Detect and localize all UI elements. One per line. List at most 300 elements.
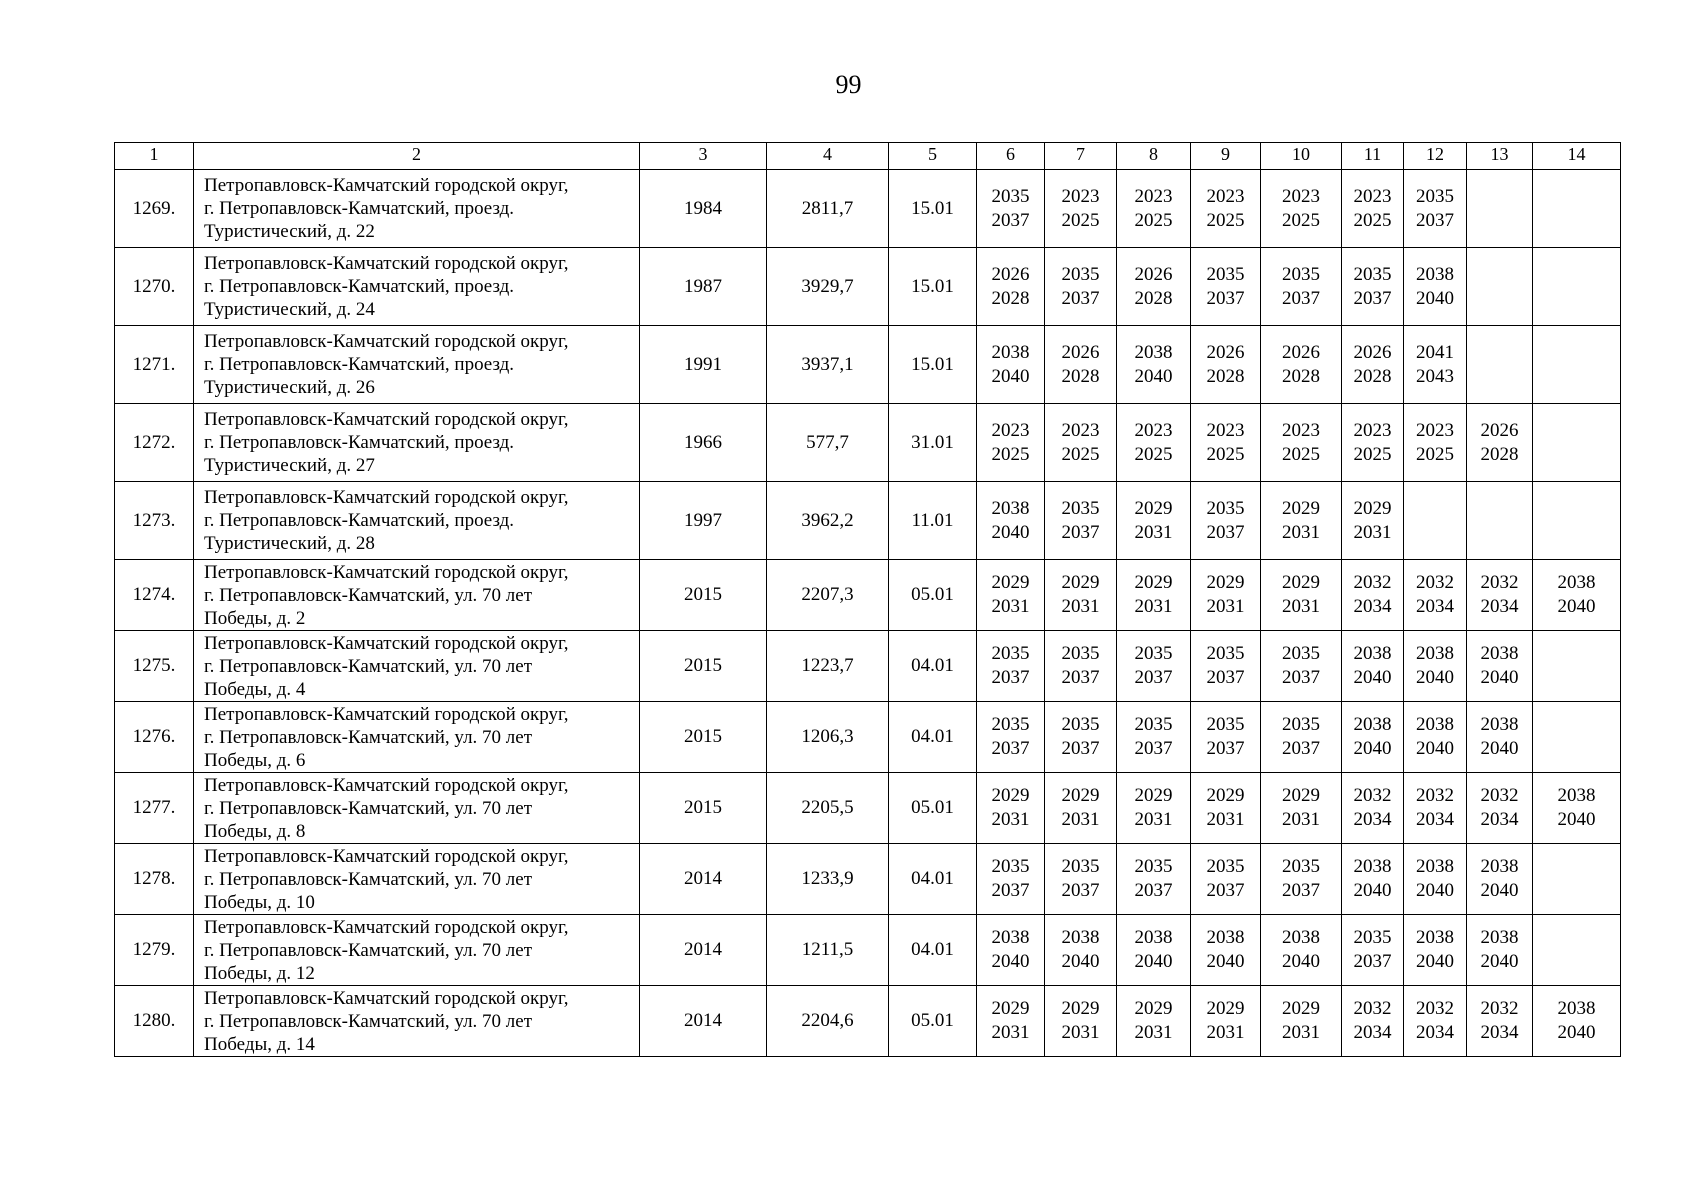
year-built: 1984 <box>640 170 767 248</box>
row-number: 1279. <box>115 915 194 986</box>
table-row <box>115 702 1621 773</box>
period-start: 2035 <box>991 856 1030 877</box>
period-cell <box>1045 326 1117 404</box>
period-end: 2037 <box>1061 667 1100 688</box>
period-end: 2037 <box>1061 880 1100 901</box>
period-cell <box>1342 631 1404 702</box>
period-end: 2037 <box>1416 209 1454 231</box>
period-start: 2038 <box>991 497 1030 519</box>
period-cell <box>1404 326 1467 404</box>
address-line: г. Петропавловск-Камчатский, ул. 70 лет <box>204 797 533 819</box>
period-cell <box>1467 170 1533 248</box>
period-end: 2034 <box>1480 1022 1519 1043</box>
address-cell <box>194 248 640 326</box>
date-code: 05.01 <box>889 986 977 1057</box>
date-code: 04.01 <box>889 631 977 702</box>
period-start: 2023 <box>1353 185 1392 207</box>
period-start: 2023 <box>1282 185 1320 207</box>
period-end: 2037 <box>1206 667 1245 688</box>
period-end: 2028 <box>1282 365 1320 387</box>
period-end: 2034 <box>1480 809 1519 830</box>
year-built: 2015 <box>640 702 767 773</box>
area-value: 2204,6 <box>767 986 889 1057</box>
period-start: 2038 <box>1416 643 1454 664</box>
area-value: 3962,2 <box>767 482 889 560</box>
period-start: 2029 <box>1206 572 1245 593</box>
period-start: 2029 <box>1134 497 1173 519</box>
column-header-13: 13 <box>1467 143 1533 170</box>
period-start: 2035 <box>1282 643 1320 664</box>
period-start: 2035 <box>1282 263 1320 285</box>
table-row <box>115 915 1621 986</box>
period-cell <box>1467 915 1533 986</box>
date-code: 05.01 <box>889 560 977 631</box>
row-number: 1280. <box>115 986 194 1057</box>
period-cell <box>977 773 1045 844</box>
table-row <box>115 773 1621 844</box>
period-start: 2035 <box>1282 714 1320 735</box>
period-end: 2028 <box>1480 443 1519 465</box>
period-cell <box>1404 702 1467 773</box>
address-cell <box>194 631 640 702</box>
period-end: 2025 <box>1134 209 1173 231</box>
address-line: Туристический, д. 26 <box>204 377 375 398</box>
period-end: 2037 <box>1282 880 1320 901</box>
period-cell <box>977 631 1045 702</box>
period-end: 2040 <box>1206 951 1245 972</box>
period-end: 2037 <box>991 880 1030 901</box>
address-cell <box>194 482 640 560</box>
address-cell <box>194 702 640 773</box>
row-number: 1275. <box>115 631 194 702</box>
period-start: 2035 <box>1353 927 1392 948</box>
column-header-4: 4 <box>767 143 889 170</box>
table-row <box>115 844 1621 915</box>
period-end: 2031 <box>1282 809 1320 830</box>
period-start: 2023 <box>1134 419 1173 441</box>
period-start: 2029 <box>991 998 1030 1019</box>
address-line: Петропавловск-Камчатский городской округ, <box>204 916 569 938</box>
address-line: Петропавловск-Камчатский городской округ, <box>204 632 569 654</box>
period-cell <box>1191 170 1261 248</box>
period-cell <box>1467 773 1533 844</box>
address-line: Петропавловск-Камчатский городской округ, <box>204 487 569 508</box>
period-cell <box>1191 631 1261 702</box>
period-end: 2040 <box>1416 880 1454 901</box>
period-start: 2029 <box>1061 785 1100 806</box>
period-cell <box>1404 986 1467 1057</box>
period-start: 2038 <box>1416 927 1454 948</box>
period-start: 2038 <box>991 927 1030 948</box>
area-value: 1233,9 <box>767 844 889 915</box>
address-cell <box>194 915 640 986</box>
column-header-14: 14 <box>1533 143 1621 170</box>
period-start: 2032 <box>1353 785 1392 806</box>
period-cell <box>1467 248 1533 326</box>
period-start: 2038 <box>1206 927 1245 948</box>
year-built: 2014 <box>640 915 767 986</box>
period-start: 2035 <box>1416 185 1454 207</box>
period-end: 2040 <box>1557 596 1596 617</box>
period-end: 2037 <box>1206 738 1245 759</box>
period-cell <box>977 986 1045 1057</box>
period-cell <box>1191 482 1261 560</box>
period-end: 2031 <box>991 809 1030 830</box>
period-start: 2035 <box>991 643 1030 664</box>
period-cell <box>1117 326 1191 404</box>
period-end: 2037 <box>1061 287 1100 309</box>
period-end: 2040 <box>1061 951 1100 972</box>
address-line: Туристический, д. 24 <box>204 299 375 320</box>
period-cell <box>1467 631 1533 702</box>
period-end: 2040 <box>1416 287 1454 309</box>
period-cell <box>1404 248 1467 326</box>
area-value: 1211,5 <box>767 915 889 986</box>
period-cell <box>977 248 1045 326</box>
address-cell <box>194 773 640 844</box>
period-end: 2040 <box>1282 951 1320 972</box>
period-end: 2037 <box>991 209 1030 231</box>
address-line: Петропавловск-Камчатский городской округ, <box>204 987 569 1009</box>
period-end: 2037 <box>1282 287 1320 309</box>
period-cell <box>1045 702 1117 773</box>
period-end: 2037 <box>1206 880 1245 901</box>
table-row <box>115 631 1621 702</box>
period-cell <box>1533 404 1621 482</box>
period-end: 2031 <box>1282 521 1320 543</box>
period-start: 2038 <box>1480 927 1519 948</box>
period-end: 2037 <box>1282 738 1320 759</box>
period-cell <box>1342 326 1404 404</box>
period-start: 2038 <box>1353 643 1392 664</box>
address-cell <box>194 404 640 482</box>
period-end: 2034 <box>1416 1022 1454 1043</box>
period-end: 2025 <box>1353 443 1392 465</box>
period-cell <box>1261 773 1342 844</box>
period-cell <box>1117 986 1191 1057</box>
address-line: г. Петропавловск-Камчатский, проезд. <box>204 510 515 531</box>
period-start: 2032 <box>1416 572 1454 593</box>
column-header-7: 7 <box>1045 143 1117 170</box>
period-start: 2032 <box>1480 998 1519 1019</box>
period-cell <box>977 915 1045 986</box>
period-cell <box>1533 248 1621 326</box>
period-cell <box>1467 986 1533 1057</box>
area-value: 1206,3 <box>767 702 889 773</box>
period-cell <box>1045 631 1117 702</box>
date-code: 11.01 <box>889 482 977 560</box>
period-cell <box>1191 326 1261 404</box>
date-code: 05.01 <box>889 773 977 844</box>
period-start: 2038 <box>1353 714 1392 735</box>
period-cell <box>1261 248 1342 326</box>
period-start: 2038 <box>1416 263 1454 285</box>
period-end: 2034 <box>1480 596 1519 617</box>
period-cell <box>1191 915 1261 986</box>
period-start: 2038 <box>1282 927 1320 948</box>
period-end: 2040 <box>991 365 1030 387</box>
address-line: Победы, д. 8 <box>204 820 306 842</box>
period-cell <box>1045 844 1117 915</box>
period-end: 2040 <box>1416 667 1454 688</box>
date-code: 15.01 <box>889 170 977 248</box>
period-start: 2023 <box>991 419 1030 441</box>
column-header-9: 9 <box>1191 143 1261 170</box>
period-cell <box>1342 482 1404 560</box>
year-built: 2015 <box>640 773 767 844</box>
address-line: Петропавловск-Камчатский городской округ, <box>204 409 569 430</box>
period-start: 2038 <box>1480 643 1519 664</box>
period-cell <box>1342 915 1404 986</box>
period-start: 2035 <box>1061 497 1100 519</box>
row-number: 1278. <box>115 844 194 915</box>
address-line: Победы, д. 10 <box>204 891 315 913</box>
period-cell <box>1117 404 1191 482</box>
period-cell <box>1045 404 1117 482</box>
period-start: 2032 <box>1353 998 1392 1019</box>
table-row <box>115 482 1621 560</box>
period-cell <box>977 702 1045 773</box>
period-cell <box>1533 844 1621 915</box>
period-end: 2031 <box>1282 596 1320 617</box>
row-number: 1276. <box>115 702 194 773</box>
period-end: 2040 <box>1557 809 1596 830</box>
period-start: 2026 <box>1134 263 1173 285</box>
period-start: 2029 <box>1134 998 1173 1019</box>
period-start: 2026 <box>1206 341 1245 363</box>
period-end: 2031 <box>1282 1022 1320 1043</box>
address-line: г. Петропавловск-Камчатский, ул. 70 лет <box>204 1010 533 1032</box>
period-cell <box>1533 170 1621 248</box>
area-value: 577,7 <box>767 404 889 482</box>
period-cell <box>1533 915 1621 986</box>
period-cell <box>1261 631 1342 702</box>
period-start: 2038 <box>1557 572 1596 593</box>
period-end: 2034 <box>1353 596 1392 617</box>
period-end: 2037 <box>1061 738 1100 759</box>
year-built: 1966 <box>640 404 767 482</box>
period-cell <box>1261 986 1342 1057</box>
address-line: г. Петропавловск-Камчатский, ул. 70 лет <box>204 939 533 961</box>
period-start: 2029 <box>1282 572 1320 593</box>
period-start: 2035 <box>1134 714 1173 735</box>
period-start: 2038 <box>1416 714 1454 735</box>
date-code: 31.01 <box>889 404 977 482</box>
period-start: 2026 <box>1353 341 1392 363</box>
address-cell <box>194 326 640 404</box>
period-start: 2038 <box>991 341 1030 363</box>
period-cell <box>1467 326 1533 404</box>
period-cell <box>1404 915 1467 986</box>
period-cell <box>977 326 1045 404</box>
row-number: 1272. <box>115 404 194 482</box>
address-line: Туристический, д. 27 <box>204 455 375 476</box>
period-start: 2035 <box>1282 856 1320 877</box>
period-start: 2038 <box>1416 856 1454 877</box>
period-start: 2035 <box>1134 856 1173 877</box>
date-code: 04.01 <box>889 844 977 915</box>
period-cell <box>1045 773 1117 844</box>
address-line: Петропавловск-Камчатский городской округ, <box>204 774 569 796</box>
period-start: 2041 <box>1416 341 1454 363</box>
period-cell <box>1467 560 1533 631</box>
period-start: 2038 <box>1061 927 1100 948</box>
address-line: Туристический, д. 28 <box>204 533 375 554</box>
period-end: 2025 <box>1134 443 1173 465</box>
period-cell <box>1261 560 1342 631</box>
period-end: 2040 <box>1353 738 1392 759</box>
period-cell <box>1404 560 1467 631</box>
period-start: 2032 <box>1480 572 1519 593</box>
column-header-10: 10 <box>1261 143 1342 170</box>
period-cell <box>977 844 1045 915</box>
period-cell <box>1533 773 1621 844</box>
period-end: 2025 <box>1416 443 1454 465</box>
period-start: 2035 <box>991 714 1030 735</box>
period-end: 2040 <box>1480 738 1519 759</box>
date-code: 15.01 <box>889 248 977 326</box>
period-end: 2034 <box>1353 1022 1392 1043</box>
period-cell <box>1191 404 1261 482</box>
address-line: г. Петропавловск-Камчатский, ул. 70 лет <box>204 726 533 748</box>
period-cell <box>1261 482 1342 560</box>
period-end: 2034 <box>1416 809 1454 830</box>
period-cell <box>977 560 1045 631</box>
period-start: 2026 <box>991 263 1030 285</box>
period-end: 2025 <box>1061 209 1100 231</box>
area-value: 1223,7 <box>767 631 889 702</box>
period-cell <box>1342 404 1404 482</box>
period-end: 2037 <box>1353 287 1392 309</box>
period-end: 2031 <box>1134 809 1173 830</box>
period-cell <box>1191 773 1261 844</box>
address-cell <box>194 986 640 1057</box>
period-end: 2031 <box>1134 596 1173 617</box>
period-cell <box>1467 702 1533 773</box>
period-cell <box>1467 844 1533 915</box>
period-end: 2037 <box>1061 521 1100 543</box>
period-start: 2035 <box>1206 263 1245 285</box>
period-start: 2035 <box>1206 643 1245 664</box>
address-line: Туристический, д. 22 <box>204 221 375 242</box>
year-built: 1987 <box>640 248 767 326</box>
period-start: 2035 <box>1206 497 1245 519</box>
address-line: Петропавловск-Камчатский городской округ, <box>204 175 569 196</box>
table-row <box>115 404 1621 482</box>
period-cell <box>1342 773 1404 844</box>
period-cell <box>1117 631 1191 702</box>
table-row <box>115 560 1621 631</box>
period-start: 2029 <box>1061 998 1100 1019</box>
period-cell <box>1342 560 1404 631</box>
area-value: 2207,3 <box>767 560 889 631</box>
year-built: 2015 <box>640 560 767 631</box>
period-start: 2038 <box>1557 785 1596 806</box>
period-start: 2023 <box>1206 185 1245 207</box>
period-end: 2037 <box>1282 667 1320 688</box>
column-header-1: 1 <box>115 143 194 170</box>
period-end: 2037 <box>991 667 1030 688</box>
period-cell <box>1404 631 1467 702</box>
period-cell <box>1117 170 1191 248</box>
period-end: 2040 <box>1134 365 1173 387</box>
period-end: 2028 <box>991 287 1030 309</box>
period-cell <box>1261 404 1342 482</box>
period-start: 2029 <box>991 785 1030 806</box>
period-cell <box>1533 702 1621 773</box>
area-value: 3929,7 <box>767 248 889 326</box>
period-end: 2040 <box>1480 951 1519 972</box>
period-start: 2029 <box>1353 497 1392 519</box>
column-header-2: 2 <box>194 143 640 170</box>
period-end: 2025 <box>1353 209 1392 231</box>
period-end: 2031 <box>1061 596 1100 617</box>
period-end: 2040 <box>1480 667 1519 688</box>
period-cell <box>1117 915 1191 986</box>
row-number: 1277. <box>115 773 194 844</box>
period-cell <box>1342 170 1404 248</box>
period-cell <box>1117 844 1191 915</box>
address-line: г. Петропавловск-Камчатский, ул. 70 лет <box>204 868 533 890</box>
period-start: 2038 <box>1557 998 1596 1019</box>
column-header-11: 11 <box>1342 143 1404 170</box>
period-cell <box>1533 631 1621 702</box>
header-row <box>115 143 1621 170</box>
address-line: г. Петропавловск-Камчатский, проезд. <box>204 198 515 219</box>
period-cell <box>1117 482 1191 560</box>
period-cell <box>1117 560 1191 631</box>
period-start: 2029 <box>1282 785 1320 806</box>
period-cell <box>977 170 1045 248</box>
period-cell <box>1342 986 1404 1057</box>
column-header-6: 6 <box>977 143 1045 170</box>
period-end: 2037 <box>991 738 1030 759</box>
address-line: Победы, д. 2 <box>204 607 306 629</box>
period-start: 2035 <box>1061 643 1100 664</box>
period-cell <box>1261 702 1342 773</box>
period-start: 2035 <box>1061 714 1100 735</box>
period-start: 2038 <box>1134 927 1173 948</box>
year-built: 2014 <box>640 844 767 915</box>
period-end: 2031 <box>1134 1022 1173 1043</box>
period-end: 2040 <box>1557 1022 1596 1043</box>
address-line: г. Петропавловск-Камчатский, ул. 70 лет <box>204 655 533 677</box>
period-cell <box>1342 702 1404 773</box>
period-cell <box>1533 326 1621 404</box>
period-start: 2035 <box>1061 263 1100 285</box>
period-cell <box>1342 844 1404 915</box>
period-start: 2029 <box>1134 572 1173 593</box>
year-built: 2014 <box>640 986 767 1057</box>
period-cell <box>1404 404 1467 482</box>
period-end: 2028 <box>1206 365 1245 387</box>
period-start: 2035 <box>1206 856 1245 877</box>
row-number: 1274. <box>115 560 194 631</box>
year-built: 1991 <box>640 326 767 404</box>
address-line: Петропавловск-Камчатский городской округ, <box>204 845 569 867</box>
table-row <box>115 986 1621 1057</box>
period-start: 2035 <box>1061 856 1100 877</box>
period-end: 2037 <box>1134 667 1173 688</box>
period-cell <box>1533 560 1621 631</box>
period-cell <box>1045 986 1117 1057</box>
row-number: 1273. <box>115 482 194 560</box>
period-end: 2040 <box>1353 667 1392 688</box>
table-row <box>115 248 1621 326</box>
period-end: 2028 <box>1134 287 1173 309</box>
row-number: 1269. <box>115 170 194 248</box>
period-start: 2029 <box>1061 572 1100 593</box>
